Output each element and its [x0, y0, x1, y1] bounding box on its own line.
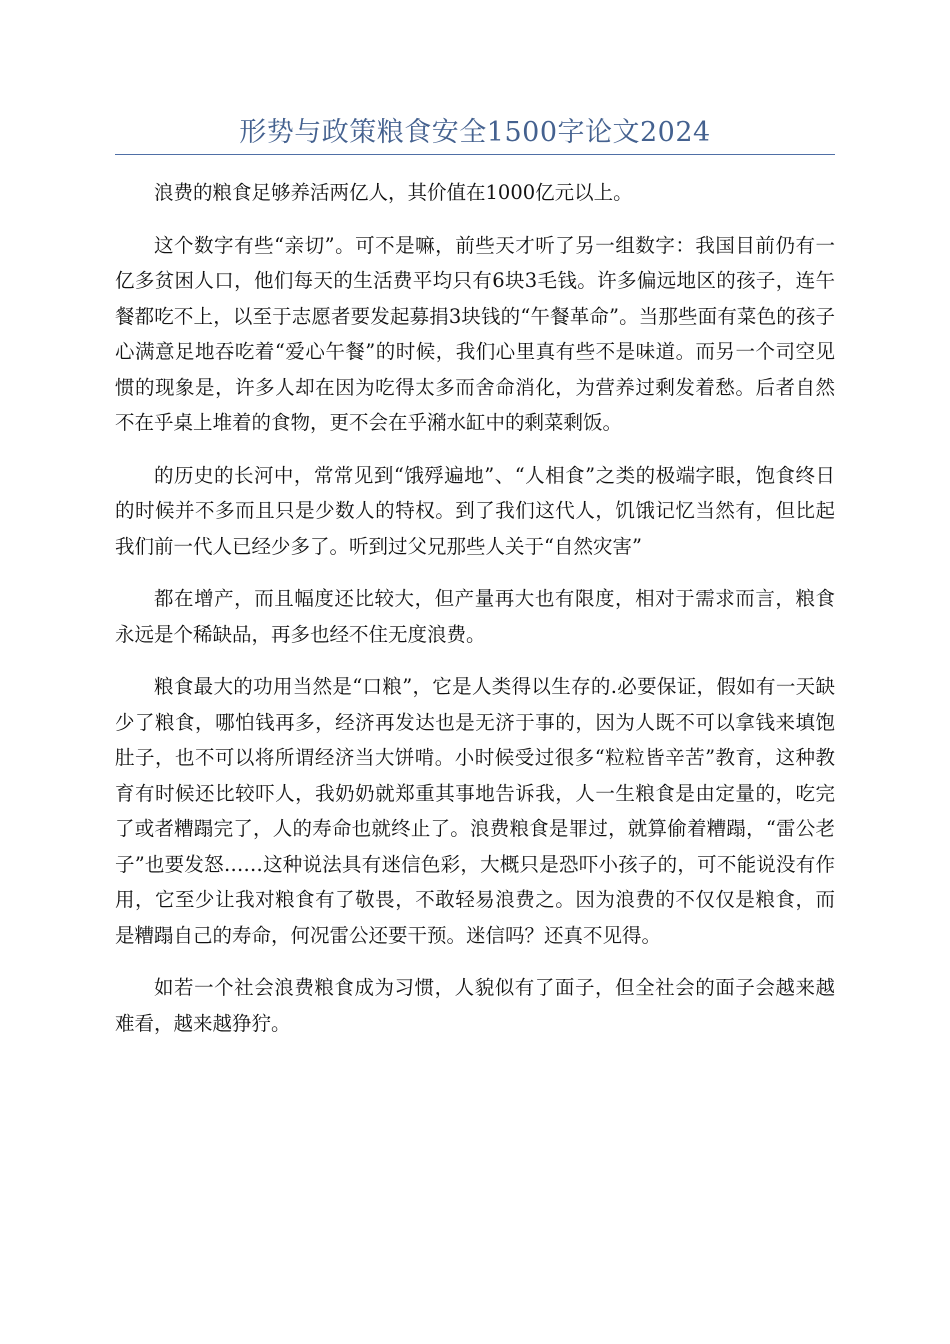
document-title: 形势与政策粮食安全1500字论文2024 — [239, 117, 711, 148]
document-body — [115, 175, 835, 1058]
body-paragraph: 如若一个社会浪费粮食成为习惯，人貌似有了面子，但全社会的面子会越来越难看，越来越狰狞。 — [115, 976, 835, 1035]
body-paragraph: 这个数字有些“亲切”。可不是嘛，前些天才听了另一组数字：我国目前仍有一亿多贫困人口，他们每天的生活费平均只有6块3毛钱。许多偏远地区的孩子，连午餐都吃不上，以至于志愿者要发起募捐3块钱的“午餐革命”。当那些面有菜色的孩子心满意足地吞吃着“爱心午餐”的时候，我们心里真有些不是味道。而另一个司空见惯的现象是，许多人却在因为吃得太多而舍命消化，为营养过剩发着愁。后者自然不在乎桌上堆着的食物，更不会在乎潲水缸中的剩菜剩饭。 — [115, 233, 835, 434]
body-paragraph: 的历史的长河中，常常见到“饿殍遍地”、“人相食”之类的极端字眼，饱食终日的时候并不多而且只是少数人的特权。到了我们这代人，饥饿记忆当然有，但比起我们前一代人已经少多了。听到过父兄那些人关于“自然灾害” — [115, 463, 835, 558]
body-paragraph: 粮食最大的功用当然是“口粮”，它是人类得以生存的.必要保证，假如有一天缺少了粮食，哪怕钱再多，经济再发达也是无济于事的，因为人既不可以拿钱来填饱肚子，也不可以将所谓经济当大饼啃。小时候受过很多“粒粒皆辛苦”教育，这种教育有时候还比较吓人，我奶奶就郑重其事地告诉我，人一生粮食是由定量的，吃完了或者糟蹋完了，人的寿命也就终止了。浪费粮食是罪过，就算偷着糟蹋，“雷公老子”也要发怒……这种说法具有迷信色彩，大概只是恐吓小孩子的，可不能说没有作用，它至少让我对粮食有了敬畏，不敢轻易浪费之。因为浪费的不仅仅是粮食，而是糟蹋自己的寿命，何况雷公还要干预。迷信吗？还真不见得。 — [115, 675, 835, 947]
title-underline — [115, 154, 835, 155]
body-paragraph: 都在增产，而且幅度还比较大，但产量再大也有限度，相对于需求而言，粮食永远是个稀缺品，再多也经不住无度浪费。 — [115, 587, 835, 646]
body-paragraph: 浪费的粮食足够养活两亿人，其价值在1000亿元以上。 — [154, 181, 633, 204]
